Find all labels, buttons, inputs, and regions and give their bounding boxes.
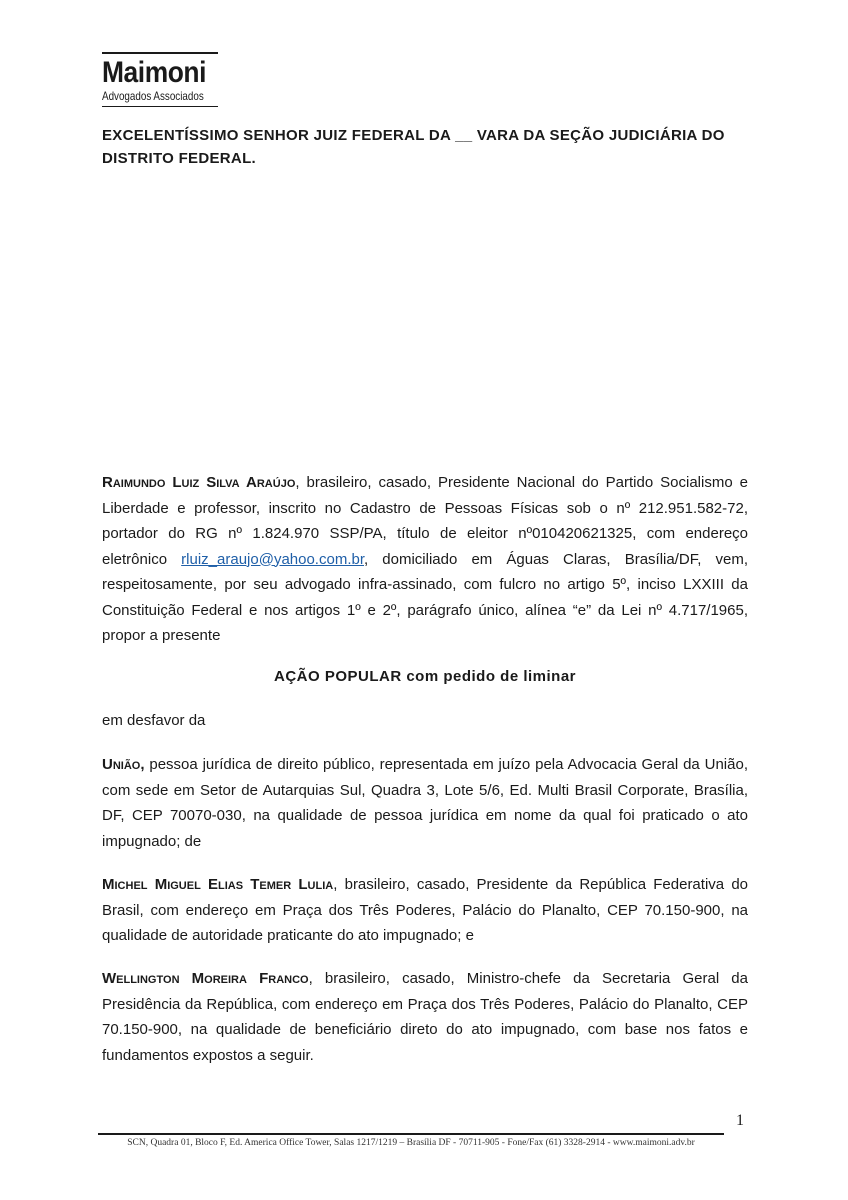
defendant-uniao-paragraph xyxy=(102,752,748,854)
defendant-wellington-paragraph xyxy=(102,966,748,1068)
defendant-uniao-name: União, xyxy=(102,756,145,773)
footer-rule xyxy=(98,1133,724,1135)
defendant-wellington-text: , brasileiro, casado, Ministro-chefe da Secretaria Geral da Presidência da República, com endereço em Praça dos Três Poderes, Palácio do Planalto, CEP 70.150-900, na qualidade de beneficiário direto do ato impugnado, com base nos fatos e fundamentos expostos a seguir. xyxy=(102,970,748,1064)
defendant-michel-name: Michel Miguel Elias Temer Lulia xyxy=(102,876,334,893)
logo-subtitle: Advogados Associados xyxy=(102,89,204,103)
action-title-rest: com pedido de liminar xyxy=(401,668,577,685)
logo-top-rule xyxy=(102,52,218,54)
firm-logo xyxy=(102,52,218,107)
defendant-michel-paragraph xyxy=(102,872,748,949)
court-address-line: EXCELENTÍSSIMO SENHOR JUIZ FEDERAL DA __ VARA DA SEÇÃO JUDICIÁRIA DO DISTRITO FEDERAL. xyxy=(102,127,725,167)
desfavor-line: em desfavor da xyxy=(102,712,206,729)
plaintiff-email-link[interactable]: rluiz_araujo@yahoo.com.br xyxy=(181,550,364,568)
action-title-bold: AÇÃO POPULAR xyxy=(273,668,402,685)
defendant-michel-text: , brasileiro, casado, Presidente da República Federativa do Brasil, com endereço em Praça dos Três Poderes, Palácio do Planalto, CEP 70.150-900, na qualidade de autoridade praticante do ato impugnado; e xyxy=(102,876,749,944)
defendant-wellington-name: Wellington Moreira Franco xyxy=(102,970,309,987)
logo-name: Maimoni xyxy=(102,56,206,89)
page-number: 1 xyxy=(736,1112,744,1129)
plaintiff-text-before-email: , brasileiro, casado, Presidente Nacional do Partido Socialismo e Liberdade e professor, inscrito no Cadastro de Pessoas Físicas sob o nº 212.951.582-72, portador do RG nº 1.824.970 SSP/PA, título de eleitor nº010420621325, com endereço eletrônico xyxy=(102,474,748,568)
action-title xyxy=(102,666,748,688)
plaintiff-paragraph xyxy=(102,470,748,649)
footer-address: SCN, Quadra 01, Bloco F, Ed. America Office Tower, Salas 1217/1219 – Brasília DF - 70711-905 - Fone/Fax (61) 3328-2914 - www.maimoni.adv.br xyxy=(127,1138,695,1148)
defendant-uniao-text: pessoa jurídica de direito público, representada em juízo pela Advocacia Geral da União, com sede em Setor de Autarquias Sul, Quadra 3, Lote 5/6, Ed. Multi Brasil Corporate, Brasília, DF, CEP 70070-030, na qualidade de pessoa jurídica em nome da qual foi praticado o ato impugnado; de xyxy=(102,756,748,850)
logo-bottom-rule xyxy=(102,106,218,107)
plaintiff-text-after-email: , domiciliado em Águas Claras, Brasília/DF, vem, respeitosamente, por seu advogado infra-assinado, com fulcro no artigo 5º, inciso LXXIII da Constituição Federal e nos artigos 1º e 2º, parágrafo único, alínea “e” da Lei nº 4.717/1965, propor a presente xyxy=(102,550,748,644)
plaintiff-name: Raimundo Luiz Silva Araújo xyxy=(102,474,296,491)
